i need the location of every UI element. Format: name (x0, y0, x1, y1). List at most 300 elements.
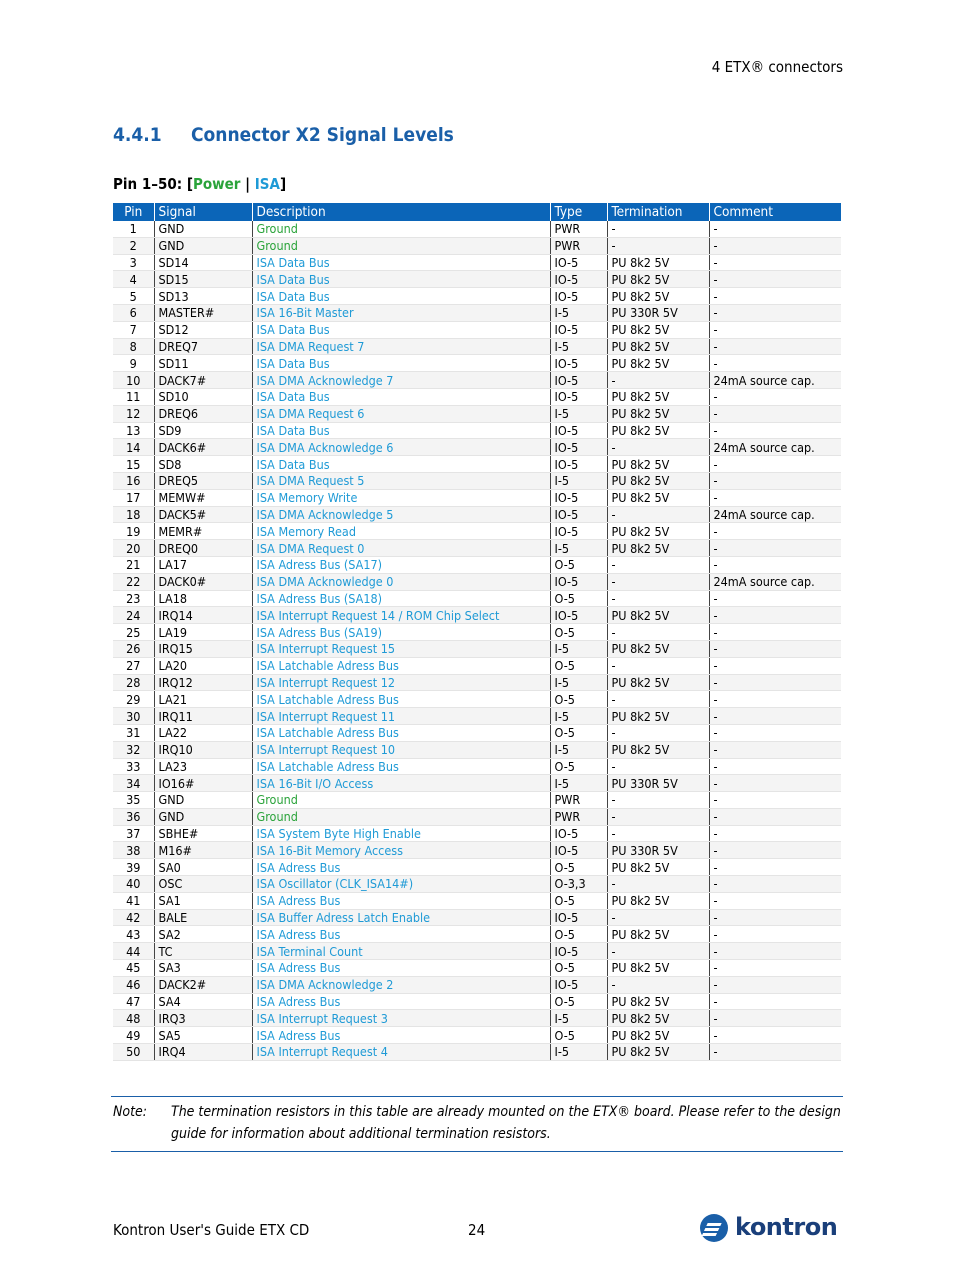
section-title-text: Connector X2 Signal Levels (191, 124, 454, 146)
cell-comment: - (709, 405, 841, 422)
cell-signal: SA0 (154, 859, 252, 876)
cell-pin: 21 (113, 556, 154, 573)
cell-description: ISA Memory Write (252, 489, 550, 506)
header-pin: Pin (113, 203, 154, 221)
cell-signal: IRQ15 (154, 640, 252, 657)
cell-pin: 38 (113, 842, 154, 859)
table-row (113, 304, 841, 321)
cell-pin: 48 (113, 1010, 154, 1027)
table-row (113, 271, 841, 288)
cell-type: O-5 (550, 724, 607, 741)
cell-type: IO-5 (550, 439, 607, 456)
cell-signal: IRQ12 (154, 674, 252, 691)
cell-signal: LA23 (154, 758, 252, 775)
cell-description: ISA Terminal Count (252, 943, 550, 960)
cell-comment: - (709, 590, 841, 607)
table-row (113, 842, 841, 859)
cell-comment: - (709, 926, 841, 943)
cell-comment: 24mA source cap. (709, 573, 841, 590)
cell-termination: - (607, 758, 709, 775)
table-row (113, 355, 841, 372)
cell-pin: 16 (113, 472, 154, 489)
cell-signal: SA1 (154, 892, 252, 909)
cell-pin: 22 (113, 573, 154, 590)
cell-pin: 28 (113, 674, 154, 691)
cell-signal: GND (154, 237, 252, 254)
cell-description: ISA Adress Bus (252, 892, 550, 909)
cell-description: ISA Interrupt Request 14 / ROM Chip Select (252, 607, 550, 624)
cell-comment: - (709, 674, 841, 691)
cell-type: I-5 (550, 338, 607, 355)
cell-signal: SD13 (154, 288, 252, 305)
cell-comment: - (709, 758, 841, 775)
cell-type: I-5 (550, 640, 607, 657)
table-row (113, 254, 841, 271)
cell-type: O-5 (550, 960, 607, 977)
cell-signal: IRQ10 (154, 741, 252, 758)
cell-pin: 6 (113, 304, 154, 321)
cell-type: IO-5 (550, 842, 607, 859)
kontron-logo-icon (700, 1214, 728, 1242)
cell-signal: LA21 (154, 691, 252, 708)
cell-description: Ground (252, 808, 550, 825)
cell-pin: 15 (113, 456, 154, 473)
cell-pin: 40 (113, 876, 154, 893)
cell-description: ISA DMA Acknowledge 0 (252, 573, 550, 590)
cell-type: IO-5 (550, 976, 607, 993)
cell-pin: 12 (113, 405, 154, 422)
table-row (113, 573, 841, 590)
cell-pin: 23 (113, 590, 154, 607)
cell-comment: - (709, 993, 841, 1010)
pin-range-heading (113, 175, 286, 193)
cell-description: ISA Adress Bus (252, 859, 550, 876)
cell-type: IO-5 (550, 355, 607, 372)
cell-description: ISA 16-Bit I/O Access (252, 775, 550, 792)
cell-type: I-5 (550, 1044, 607, 1061)
table-row (113, 439, 841, 456)
cell-description: ISA Memory Read (252, 523, 550, 540)
cell-type: I-5 (550, 674, 607, 691)
cell-type: I-5 (550, 304, 607, 321)
table-row (113, 724, 841, 741)
cell-termination: - (607, 724, 709, 741)
cell-signal: DREQ6 (154, 405, 252, 422)
cell-type: O-5 (550, 758, 607, 775)
cell-type: O-5 (550, 1027, 607, 1044)
cell-signal: TC (154, 943, 252, 960)
signal-table (113, 203, 841, 1061)
cell-description: ISA DMA Request 7 (252, 338, 550, 355)
cell-description: ISA DMA Acknowledge 2 (252, 976, 550, 993)
cell-type: IO-5 (550, 489, 607, 506)
cell-description: ISA Interrupt Request 4 (252, 1044, 550, 1061)
cell-termination: - (607, 439, 709, 456)
cell-pin: 8 (113, 338, 154, 355)
cell-pin: 20 (113, 540, 154, 557)
cell-comment: 24mA source cap. (709, 372, 841, 389)
cell-comment: - (709, 607, 841, 624)
cell-description: ISA DMA Request 5 (252, 472, 550, 489)
cell-pin: 10 (113, 372, 154, 389)
cell-comment: - (709, 657, 841, 674)
table-row (113, 909, 841, 926)
cell-type: IO-5 (550, 422, 607, 439)
cell-description: ISA Data Bus (252, 456, 550, 473)
cell-description: ISA DMA Acknowledge 5 (252, 506, 550, 523)
cell-description: ISA Data Bus (252, 388, 550, 405)
cell-termination: - (607, 237, 709, 254)
cell-comment: - (709, 271, 841, 288)
cell-comment: - (709, 741, 841, 758)
cell-signal: SD14 (154, 254, 252, 271)
cell-comment: - (709, 338, 841, 355)
cell-type: IO-5 (550, 523, 607, 540)
cell-signal: BALE (154, 909, 252, 926)
cell-comment: - (709, 304, 841, 321)
cell-description: ISA Adress Bus (252, 993, 550, 1010)
note-label: Note: (113, 1104, 148, 1120)
cell-type: IO-5 (550, 607, 607, 624)
cell-comment: - (709, 708, 841, 725)
table-row (113, 876, 841, 893)
cell-description: ISA Data Bus (252, 288, 550, 305)
cell-comment: - (709, 1044, 841, 1061)
cell-pin: 43 (113, 926, 154, 943)
cell-type: O-5 (550, 624, 607, 641)
table-row (113, 422, 841, 439)
cell-comment: - (709, 876, 841, 893)
cell-comment: - (709, 960, 841, 977)
cell-pin: 41 (113, 892, 154, 909)
cell-pin: 25 (113, 624, 154, 641)
cell-description: ISA System Byte High Enable (252, 825, 550, 842)
cell-description: ISA Data Bus (252, 355, 550, 372)
page-number: 24 (468, 1221, 486, 1239)
cell-termination: - (607, 943, 709, 960)
cell-description: ISA 16-Bit Master (252, 304, 550, 321)
cell-termination: PU 8k2 5V (607, 489, 709, 506)
table-row (113, 405, 841, 422)
cell-termination: PU 8k2 5V (607, 422, 709, 439)
cell-comment: - (709, 288, 841, 305)
cell-termination: - (607, 573, 709, 590)
cell-type: O-5 (550, 657, 607, 674)
cell-type: I-5 (550, 405, 607, 422)
cell-signal: SD15 (154, 271, 252, 288)
cell-signal: LA22 (154, 724, 252, 741)
cell-signal: LA17 (154, 556, 252, 573)
cell-signal: DACK5# (154, 506, 252, 523)
cell-termination: PU 8k2 5V (607, 321, 709, 338)
table-row (113, 825, 841, 842)
cell-signal: IO16# (154, 775, 252, 792)
cell-termination: - (607, 792, 709, 809)
cell-pin: 34 (113, 775, 154, 792)
table-row (113, 741, 841, 758)
cell-type: PWR (550, 237, 607, 254)
cell-termination: - (607, 808, 709, 825)
cell-description: ISA Interrupt Request 3 (252, 1010, 550, 1027)
table-row (113, 506, 841, 523)
cell-signal: DACK2# (154, 976, 252, 993)
table-row (113, 1044, 841, 1061)
cell-type: PWR (550, 808, 607, 825)
cell-pin: 44 (113, 943, 154, 960)
cell-signal: IRQ11 (154, 708, 252, 725)
cell-termination: PU 330R 5V (607, 304, 709, 321)
cell-description: ISA Interrupt Request 12 (252, 674, 550, 691)
cell-signal: GND (154, 221, 252, 237)
cell-pin: 47 (113, 993, 154, 1010)
cell-signal: IRQ4 (154, 1044, 252, 1061)
cell-signal: SD10 (154, 388, 252, 405)
cell-description: ISA Interrupt Request 15 (252, 640, 550, 657)
cell-termination: PU 330R 5V (607, 842, 709, 859)
cell-signal: MEMR# (154, 523, 252, 540)
cell-description: Ground (252, 237, 550, 254)
cell-description: ISA Interrupt Request 10 (252, 741, 550, 758)
cell-pin: 26 (113, 640, 154, 657)
cell-signal: DREQ5 (154, 472, 252, 489)
cell-comment: - (709, 909, 841, 926)
cell-comment: - (709, 221, 841, 237)
cell-termination: PU 8k2 5V (607, 1027, 709, 1044)
cell-type: PWR (550, 221, 607, 237)
cell-pin: 29 (113, 691, 154, 708)
cell-description: Ground (252, 792, 550, 809)
cell-type: IO-5 (550, 288, 607, 305)
cell-comment: - (709, 472, 841, 489)
cell-termination: PU 8k2 5V (607, 859, 709, 876)
cell-description: ISA Latchable Adress Bus (252, 724, 550, 741)
footer-title: Kontron User's Guide ETX CD (113, 1221, 310, 1239)
table-row (113, 237, 841, 254)
cell-termination: PU 8k2 5V (607, 271, 709, 288)
cell-comment: - (709, 422, 841, 439)
cell-pin: 49 (113, 1027, 154, 1044)
cell-termination: PU 8k2 5V (607, 607, 709, 624)
cell-signal: SBHE# (154, 825, 252, 842)
cell-pin: 36 (113, 808, 154, 825)
table-row (113, 388, 841, 405)
cell-type: IO-5 (550, 573, 607, 590)
pin-heading-suffix: ] (279, 175, 287, 193)
cell-description: ISA DMA Request 6 (252, 405, 550, 422)
cell-signal: DACK6# (154, 439, 252, 456)
cell-description: ISA Adress Bus (252, 1027, 550, 1044)
cell-pin: 9 (113, 355, 154, 372)
cell-pin: 45 (113, 960, 154, 977)
cell-comment: - (709, 792, 841, 809)
cell-termination: PU 8k2 5V (607, 926, 709, 943)
cell-signal: DREQ7 (154, 338, 252, 355)
table-row (113, 456, 841, 473)
cell-comment: - (709, 691, 841, 708)
cell-termination: PU 8k2 5V (607, 640, 709, 657)
table-row (113, 372, 841, 389)
cell-signal: SA4 (154, 993, 252, 1010)
cell-comment: - (709, 943, 841, 960)
cell-description: ISA 16-Bit Memory Access (252, 842, 550, 859)
header-description: Description (252, 203, 550, 221)
cell-comment: - (709, 1027, 841, 1044)
kontron-logo (700, 1214, 842, 1246)
cell-termination: PU 8k2 5V (607, 1010, 709, 1027)
cell-comment: - (709, 724, 841, 741)
cell-pin: 42 (113, 909, 154, 926)
table-row (113, 221, 841, 237)
table-row (113, 540, 841, 557)
cell-type: IO-5 (550, 456, 607, 473)
power-legend: Power (193, 175, 241, 193)
table-row (113, 590, 841, 607)
cell-description: ISA Adress Bus (SA18) (252, 590, 550, 607)
cell-type: O-5 (550, 892, 607, 909)
table-row (113, 808, 841, 825)
note-text: The termination resistors in this table are already mounted on the ETX® board. Please refer to the design guide for information about additional termination resistors. (171, 1104, 841, 1142)
table-row (113, 607, 841, 624)
header-comment: Comment (709, 203, 841, 221)
table-row (113, 338, 841, 355)
cell-pin: 18 (113, 506, 154, 523)
cell-signal: MEMW# (154, 489, 252, 506)
cell-signal: MASTER# (154, 304, 252, 321)
cell-description: ISA DMA Acknowledge 7 (252, 372, 550, 389)
cell-signal: SD9 (154, 422, 252, 439)
cell-comment: - (709, 540, 841, 557)
cell-type: IO-5 (550, 388, 607, 405)
table-row (113, 523, 841, 540)
cell-signal: LA20 (154, 657, 252, 674)
cell-comment: - (709, 556, 841, 573)
cell-signal: SD11 (154, 355, 252, 372)
cell-description: ISA Latchable Adress Bus (252, 657, 550, 674)
table-row (113, 1027, 841, 1044)
cell-comment: - (709, 237, 841, 254)
table-row (113, 691, 841, 708)
chapter-header: 4 ETX® connectors (711, 58, 843, 76)
cell-pin: 31 (113, 724, 154, 741)
cell-pin: 50 (113, 1044, 154, 1061)
cell-pin: 13 (113, 422, 154, 439)
table-row (113, 489, 841, 506)
legend-separator: | (240, 175, 255, 193)
cell-signal: LA18 (154, 590, 252, 607)
cell-termination: PU 8k2 5V (607, 674, 709, 691)
cell-comment: - (709, 842, 841, 859)
table-row (113, 657, 841, 674)
cell-comment: - (709, 976, 841, 993)
cell-termination: PU 8k2 5V (607, 993, 709, 1010)
table-row (113, 758, 841, 775)
cell-type: O-5 (550, 590, 607, 607)
section-number: 4.4.1 (113, 124, 162, 146)
cell-termination: - (607, 691, 709, 708)
cell-description: ISA Adress Bus (SA17) (252, 556, 550, 573)
cell-termination: - (607, 909, 709, 926)
cell-termination: PU 8k2 5V (607, 523, 709, 540)
cell-type: IO-5 (550, 825, 607, 842)
cell-signal: M16# (154, 842, 252, 859)
cell-comment: - (709, 808, 841, 825)
cell-pin: 30 (113, 708, 154, 725)
table-row (113, 708, 841, 725)
cell-type: I-5 (550, 741, 607, 758)
cell-signal: DREQ0 (154, 540, 252, 557)
cell-signal: SD8 (154, 456, 252, 473)
cell-type: IO-5 (550, 271, 607, 288)
cell-pin: 1 (113, 221, 154, 237)
section-title (113, 124, 454, 146)
cell-comment: - (709, 355, 841, 372)
table-body (113, 221, 841, 1060)
cell-pin: 19 (113, 523, 154, 540)
table-row (113, 775, 841, 792)
cell-termination: PU 8k2 5V (607, 540, 709, 557)
cell-signal: GND (154, 792, 252, 809)
cell-type: I-5 (550, 775, 607, 792)
table-row (113, 993, 841, 1010)
cell-comment: - (709, 825, 841, 842)
table-row (113, 624, 841, 641)
cell-signal: GND (154, 808, 252, 825)
cell-description: ISA Oscillator (CLK_ISA14#) (252, 876, 550, 893)
header-termination: Termination (607, 203, 709, 221)
cell-termination: PU 8k2 5V (607, 708, 709, 725)
table-row (113, 859, 841, 876)
cell-termination: - (607, 876, 709, 893)
cell-termination: - (607, 556, 709, 573)
cell-termination: - (607, 825, 709, 842)
table-row (113, 321, 841, 338)
cell-comment: 24mA source cap. (709, 506, 841, 523)
cell-termination: - (607, 506, 709, 523)
cell-type: O-5 (550, 993, 607, 1010)
cell-description: ISA DMA Request 0 (252, 540, 550, 557)
cell-description: ISA Adress Bus (252, 960, 550, 977)
cell-termination: PU 8k2 5V (607, 892, 709, 909)
cell-termination: PU 8k2 5V (607, 405, 709, 422)
header-signal: Signal (154, 203, 252, 221)
cell-description: ISA Interrupt Request 11 (252, 708, 550, 725)
cell-pin: 33 (113, 758, 154, 775)
cell-signal: DACK0# (154, 573, 252, 590)
cell-type: I-5 (550, 472, 607, 489)
cell-termination: PU 8k2 5V (607, 355, 709, 372)
cell-termination: PU 8k2 5V (607, 254, 709, 271)
cell-description: ISA Latchable Adress Bus (252, 758, 550, 775)
cell-termination: PU 8k2 5V (607, 338, 709, 355)
cell-signal: SA2 (154, 926, 252, 943)
cell-pin: 17 (113, 489, 154, 506)
cell-description: ISA Latchable Adress Bus (252, 691, 550, 708)
cell-pin: 39 (113, 859, 154, 876)
cell-pin: 27 (113, 657, 154, 674)
cell-signal: SA5 (154, 1027, 252, 1044)
cell-termination: PU 8k2 5V (607, 288, 709, 305)
table-row (113, 472, 841, 489)
cell-description: Ground (252, 221, 550, 237)
table-row (113, 792, 841, 809)
cell-description: ISA Adress Bus (252, 926, 550, 943)
cell-description: ISA Data Bus (252, 422, 550, 439)
cell-type: O-5 (550, 691, 607, 708)
cell-type: IO-5 (550, 321, 607, 338)
cell-type: O-5 (550, 926, 607, 943)
cell-signal: IRQ3 (154, 1010, 252, 1027)
cell-termination: - (607, 624, 709, 641)
